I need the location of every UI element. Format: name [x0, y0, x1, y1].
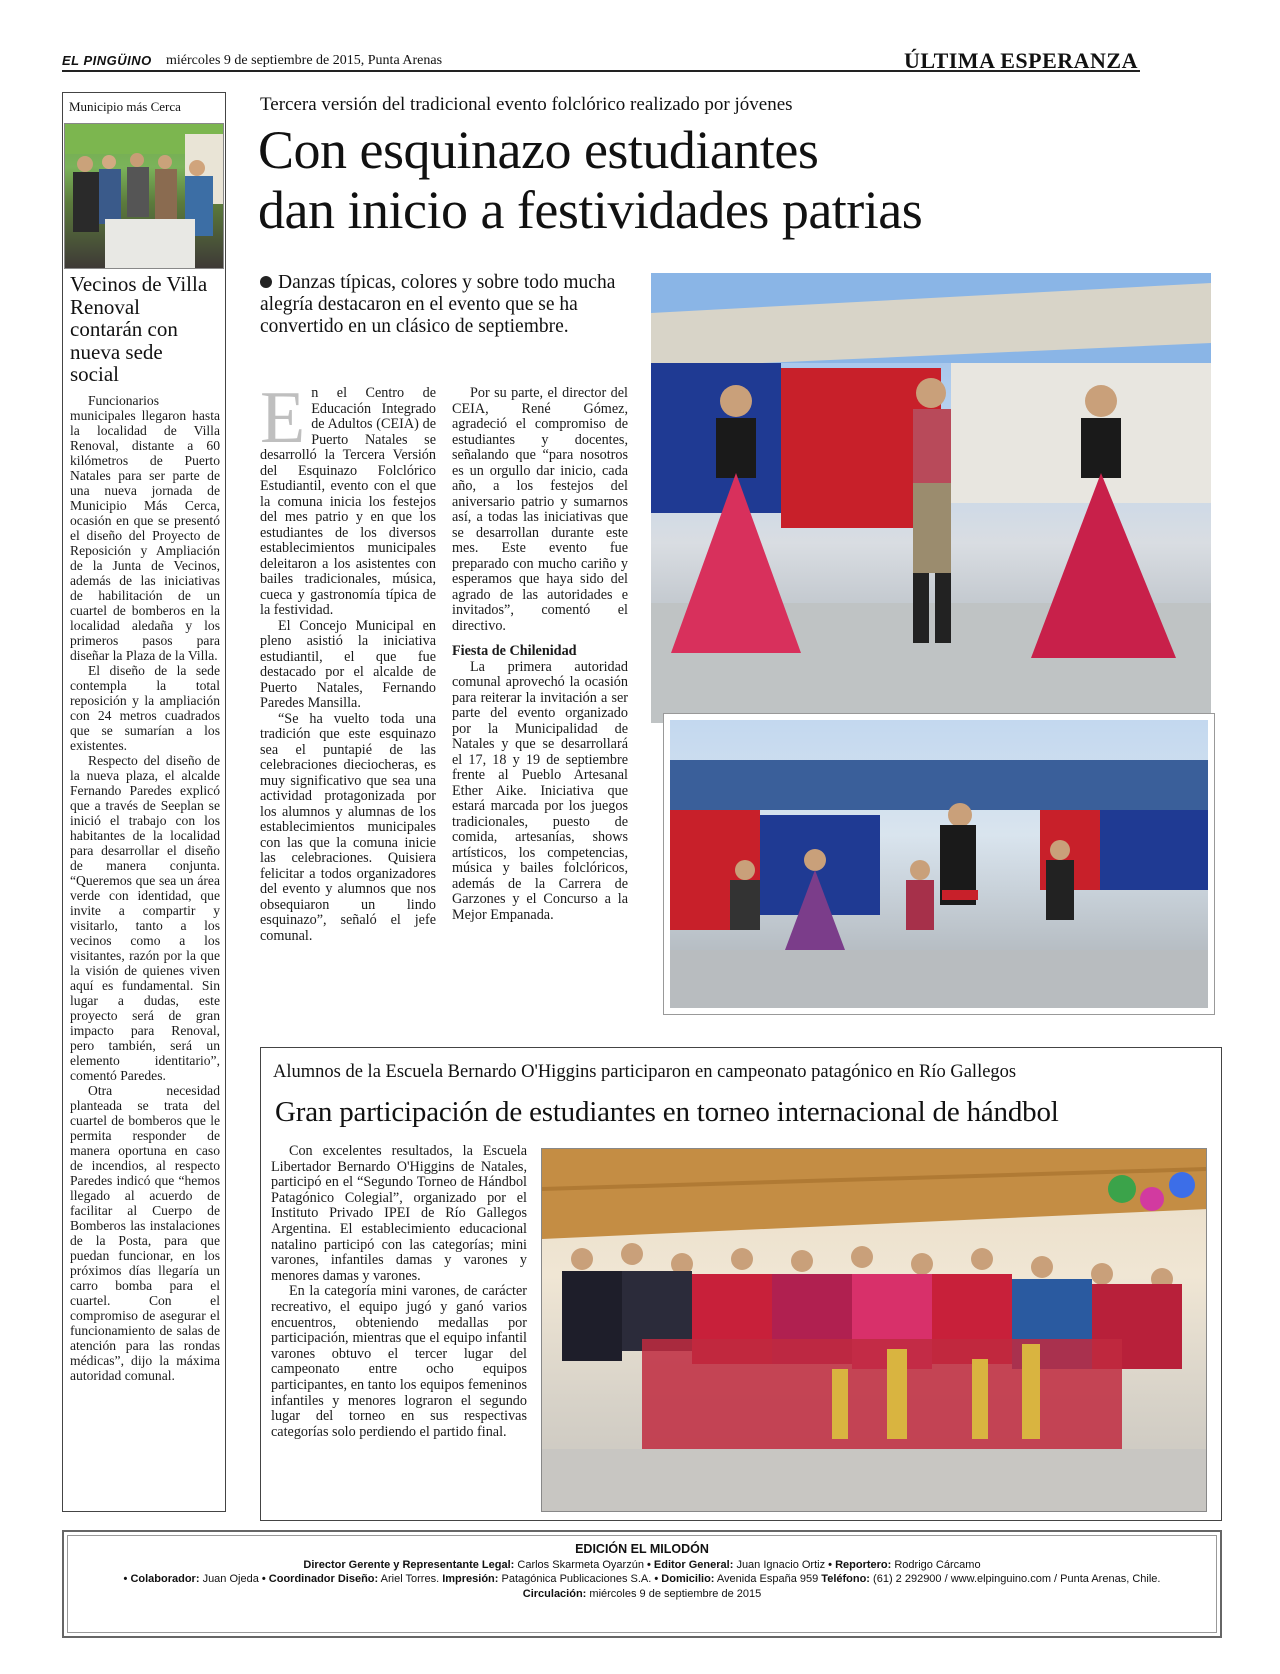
people-meeting-illustration [65, 124, 224, 269]
handball-kicker: Alumnos de la Escuela Bernardo O'Higgins participaron en campeonato patagónico en Río Gallegos [273, 1062, 1017, 1082]
main-deck [260, 272, 630, 338]
main-kicker: Tercera versión del tradicional evento folclórico realizado por jóvenes [260, 94, 793, 115]
main-headline [258, 120, 1158, 240]
main-paragraph: “Se ha vuelto toda una tradición que este esquinazo sea el puntapié de las celebraciones dieciocheras, es muy significativo que sea una actividad protagonizada por los alumnos y alumnas de los establecimientos municipales con las que la comuna inicie las celebraciones. Quisiera felicitar a todos organizadores del evento y alumnos que nos obsequiaron un lindo esquinazo”, señaló el jefe comunal. [260, 710, 436, 944]
footer-line-1: Director Gerente y Representante Legal: Carlos Skarmeta Oyarzún • Editor General: Juan Ignacio Ortiz • Reportero: Rodrigo Cárcamo [303, 1558, 981, 1571]
newspaper-logo: EL PINGÜINO [62, 53, 152, 68]
footer-line-2: • Colaborador: Juan Ojeda • Coordinador Diseño: Ariel Torres. Impresión: Patagónica Publicaciones S.A. • Domicilio: Avenida España 959 Teléfono: (61) 2 292900 / www.elpinguino.com / Punta Arenas, Chile. [123, 1573, 1161, 1585]
handball-body [271, 1144, 527, 1440]
handball-headline: Gran participación de estudiantes en torneo internacional de hándbol [275, 1096, 1059, 1128]
footer-title: EDICIÓN EL MILODÓN [575, 1542, 709, 1556]
headline-line-2: dan inicio a festividades patrias [258, 180, 923, 240]
students-trophies-illustration [542, 1149, 1207, 1512]
page-header [62, 50, 1140, 72]
musicians-illustration [670, 720, 1208, 1008]
footer-box [62, 1530, 1222, 1638]
main-column-1 [260, 377, 436, 944]
sidebar-paragraph: Otra necesidad planteada se trata del cuartel de bomberos que le permita responder de manera oportuna en caso de incendios, al respecto Paredes indicó que “hemos llegado al acuerdo de facilitar al Cuerpo de Bomberos las instalaciones de la Posta, para que puedan funcionar, en los próximos días llegaría un carro bomba para el cuartel. Con el compromiso de asegurar el funcionamiento de salas de atención para las rondas médicas”, dijo la máxima autoridad comunal. [70, 1083, 220, 1383]
main-column-2 [452, 386, 628, 923]
headline-line-1: Con esquinazo estudiantes [258, 120, 819, 180]
sidebar-headline: Vecinos de Villa Renoval contarán con nueva sede social [70, 272, 208, 386]
handball-paragraph: Con excelentes resultados, la Escuela Libertador Bernardo O'Higgins de Natales, participó en el “Segundo Torneo de Hándbol Patagónico Colegial”, organizado por el Instituto Privado IPEI de Río Gallegos Argentina. El establecimiento educacional natalino participó con las categorías; mini varones, infantiles damas y varones y menores damas y varones. [271, 1143, 527, 1284]
sidebar [62, 92, 226, 1512]
subhead: Fiesta de Chilenidad [452, 643, 577, 659]
dropcap: E [260, 377, 306, 459]
footer-line-3: Circulación: miércoles 9 de septiembre de 2015 [522, 1587, 762, 1600]
main-paragraph: La primera autoridad comunal aprovechó la ocasión para reiterar la invitación a ser parte del evento organizado por la Municipalidad de Natales y que se desarrollará el 17, 18 y 19 de septiembre frente al Pueblo Artesanal Ether Aike. Iniciativa que estará marcada por los juegos tradicionales, puesto de comida, artesanías, shows artísticos, los competencias, música y bailes folclóricos, además de la Carrera de Garzones y el Concurso a la Mejor Empanada. [452, 658, 628, 923]
handball-paragraph: En la categoría mini varones, de carácter recreativo, el equipo jugó y ganó varios encuentros, obteniendo medallas por participación, mientras que el equipo infantil varones obtuvo el tercer lugar del campeonato entre ocho equipos participantes, en tanto los equipos femeninos infantiles y menores lograron el segundo lugar del torneo en sus respectivas categorías solo perdiendo el partido final. [271, 1283, 527, 1440]
handball-article [260, 1047, 1222, 1521]
bullet-icon [260, 276, 272, 288]
dateline: miércoles 9 de septiembre de 2015, Punta Arenas [166, 53, 443, 68]
sidebar-paragraph: Respecto del diseño de la nueva plaza, el alcalde Fernando Paredes explicó que a través de Seeplan se inició el trabajo con los habitantes de la localidad para desarrollar el diseño de manera conjunta. “Queremos que sea un área verde con identidad, que invite a compartir y visitarlo, tanto a los vecinos como a los visitantes, razón por la que la visión de quienes viven aquí es fundamental. Sin lugar a dudas, este proyecto será de gran impacto para Renoval, pero también, será un elemento identitario”, comentó Paredes. [70, 753, 220, 1083]
deck-text: Danzas típicas, colores y sobre todo mucha alegría destacaron en el evento que se ha convertido en un clásico de septiembre. [260, 272, 616, 337]
folk-dance-illustration [651, 273, 1211, 723]
sidebar-label: Municipio más Cerca [69, 99, 181, 114]
sidebar-paragraph: Funcionarios municipales llegaron hasta la localidad de Villa Renoval, distante a 60 kilómetros de Puerto Natales para ser parte de una nueva jornada de Municipio Más Cerca, ocasión en que se presentó el diseño del Proyecto de Reposición y Ampliación de la Junta de Vecinos, además de las iniciativas de habilitación de un cuartel de bomberos en la localidad aledaña y los primeros pasos para diseñar la Plaza de la Villa. [70, 393, 220, 663]
sidebar-body [70, 393, 220, 1383]
main-paragraph: n el Centro de Educación Integrado de Adultos (CEIA) de Puerto Natales se desarrolló la Tercera Versión del Esquinazo Folclórico Estudiantil, evento con el que la comuna inicia los festejos del mes patrio y en que los estudiantes de los diversos establecimientos municipales deleitaron a los asistentes con bailes tradicionales, música, cueca y gastronomía típica de la festividad. [260, 385, 436, 618]
sidebar-paragraph: El diseño de la sede contempla la total reposición y la ampliación con 24 metros cuadrados que se sumarían a los existentes. [70, 663, 220, 753]
main-paragraph: Por su parte, el director del CEIA, René Gómez, agradeció el compromiso de estudiantes y docentes, señalando que “para nosotros es un orgullo dar inicio, cada año, a los festejos del aniversario patrio y sumarnos así, a todas las iniciativas que se desarrollan durante este mes. Este evento fue preparado con mucho cariño y esperamos que haya sido del agrado de las autoridades e invitados”, comentó el directivo. [452, 385, 628, 634]
team-photo [541, 1148, 1207, 1512]
musicians-photo [664, 714, 1214, 1014]
main-paragraph: El Concejo Municipal en pleno asistió la iniciativa estudiantil, el que fue destacado por el alcalde de Puerto Natales, Fernando Paredes Mansilla. [260, 617, 436, 711]
dancers-photo [651, 273, 1211, 723]
section-name: ÚLTIMA ESPERANZA [904, 48, 1138, 73]
sidebar-photo [64, 123, 224, 269]
